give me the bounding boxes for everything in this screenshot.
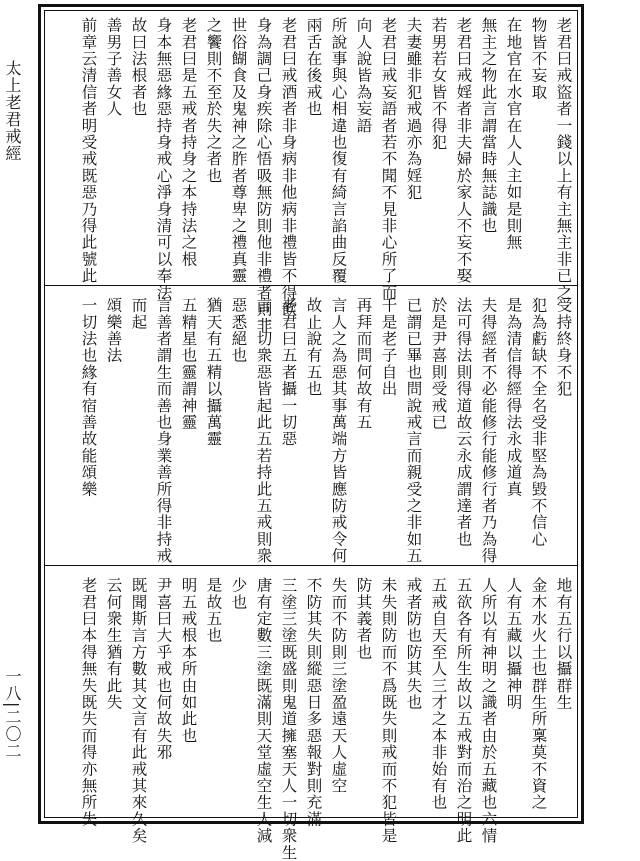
- text-column: 而起: [129, 297, 148, 331]
- text-column: 言善者謂生而善也身業善所得非持戒: [154, 297, 173, 565]
- text-column: 人有五藏以攝神明: [504, 577, 523, 711]
- text-column: 老君曰戒婬者非夫婦於家人不妄不娶: [454, 17, 473, 285]
- text-column: 五戒自天至人三才之本非始有也: [429, 577, 448, 811]
- text-column: 老君曰戒盜者一錢以上有主無主非已之: [554, 17, 573, 301]
- text-column: 云何衆生猶有此失: [104, 577, 123, 711]
- text-column: 言人之為惡其事萬端方皆應防戒令何: [329, 297, 348, 565]
- text-column: 世俗餬食及鬼神之胙者尊卑之禮真靈: [229, 17, 248, 285]
- text-column: 身為調己身疾除心悟吸無防則他非禮者則非: [254, 17, 273, 335]
- text-column: 未失則防而不爲既失則戒而不犯皆是: [379, 577, 398, 845]
- text-column: 夫得經者不必能修行能修行者乃為得: [479, 297, 498, 565]
- text-column: 在地官在水官在人人主如是則無: [504, 17, 523, 251]
- text-column: 明五戒根本所由如此也: [179, 577, 198, 744]
- text-column: 言一切衆惡皆起此五若持此五戒則衆: [254, 297, 273, 565]
- text-column: 唐有定數三塗既滿則天堂虛空生人減: [254, 577, 273, 845]
- text-column: 法可得法則得道故云永成謂達者也: [454, 297, 473, 548]
- text-column: 犯為虧缺不全名受非堅為毀不信心: [529, 297, 548, 548]
- text-column: 一切法也緣有宿善故能頌樂: [79, 297, 98, 498]
- text-column: 金木水火土也群生所稟莫不資之: [529, 577, 548, 811]
- text-column: 猶天有五精以攝萬靈: [204, 297, 223, 448]
- text-column: 老君曰戒妄語者若不聞不見非心所了而: [379, 17, 398, 301]
- text-column: 是為清信得經得法永成道真: [504, 297, 523, 498]
- text-column: 物皆不妄取: [529, 17, 548, 101]
- text-column: 無主之物此言謂當時無誌識也: [479, 17, 498, 235]
- text-column: 五精星也靈謂神靈: [179, 297, 198, 431]
- text-column: 尹喜曰大乎戒也何故失邪: [154, 577, 173, 761]
- text-column: 少也: [229, 577, 248, 611]
- text-column: 人所以有神明之識者由於五藏也六情: [479, 577, 498, 845]
- text-column: 老君曰五者攝一切惡: [279, 297, 298, 448]
- text-column: 已謂已畢也問說戒言而親受之非如五: [404, 297, 423, 565]
- margin-page-number: 一八|二〇二: [3, 668, 22, 760]
- register-divider: [44, 565, 578, 566]
- text-column: 身本無惡緣惡持身戒心淨身清可以奉法: [154, 17, 173, 301]
- text-column: 老君曰本得無失既失而得亦無所失: [79, 577, 98, 828]
- text-column: 不防其失則縱惡日多惡報對則充滿: [304, 577, 323, 828]
- text-column: 老君曰是五戒者持身之本持法之根: [179, 17, 198, 268]
- text-column: 所說事與心相違也復有綺言諂曲反覆: [329, 17, 348, 285]
- text-column: 故止說有五也: [304, 297, 323, 398]
- text-column: 故曰法根者也: [129, 17, 148, 118]
- text-column: 惡悉絕也: [229, 297, 248, 364]
- text-column: 防其義者也: [354, 577, 373, 661]
- text-column: 千是老子自出: [379, 297, 398, 398]
- register-divider: [44, 285, 578, 286]
- text-column: 失而不防則三塗盈遠天人虛空: [329, 577, 348, 795]
- text-column: 五欲各有所生故以五戒對而治之明此: [454, 577, 473, 845]
- text-column: 夫妻雖非犯戒過亦為婬犯: [404, 17, 423, 201]
- text-column: 是故五也: [204, 577, 223, 644]
- text-column: 若男若女皆不得犯: [429, 17, 448, 151]
- text-column: 既聞斯言方數其文言有此戒其來久矣: [129, 577, 148, 845]
- text-column: 地有五行以攝群生: [554, 577, 573, 711]
- text-column: 三塗三塗既盛則鬼道擁塞天人一切衆生: [279, 577, 298, 861]
- text-column: 於是尹喜則受戒已: [429, 297, 448, 431]
- text-column: 之饗則不至於失之者也: [204, 17, 223, 184]
- text-column: 前章云清信者明受戒既惡乃得此號此: [79, 17, 98, 285]
- text-column: 頌樂善法: [104, 297, 123, 364]
- text-column: 受持終身不犯: [554, 297, 573, 398]
- text-column: 善男子善女人: [104, 17, 123, 118]
- text-column: 再拜而問何故有五: [354, 297, 373, 431]
- text-column: 老君曰戒酒者非身病非他病非禮皆不得飲: [279, 17, 298, 318]
- text-column: 戒者防也防其失也: [404, 577, 423, 711]
- page-frame: [38, 4, 584, 861]
- text-column: 兩舌在後戒也: [304, 17, 323, 118]
- text-column: 向人說皆為妄語: [354, 17, 373, 134]
- margin-book-title: 太上老君戒經: [3, 60, 22, 162]
